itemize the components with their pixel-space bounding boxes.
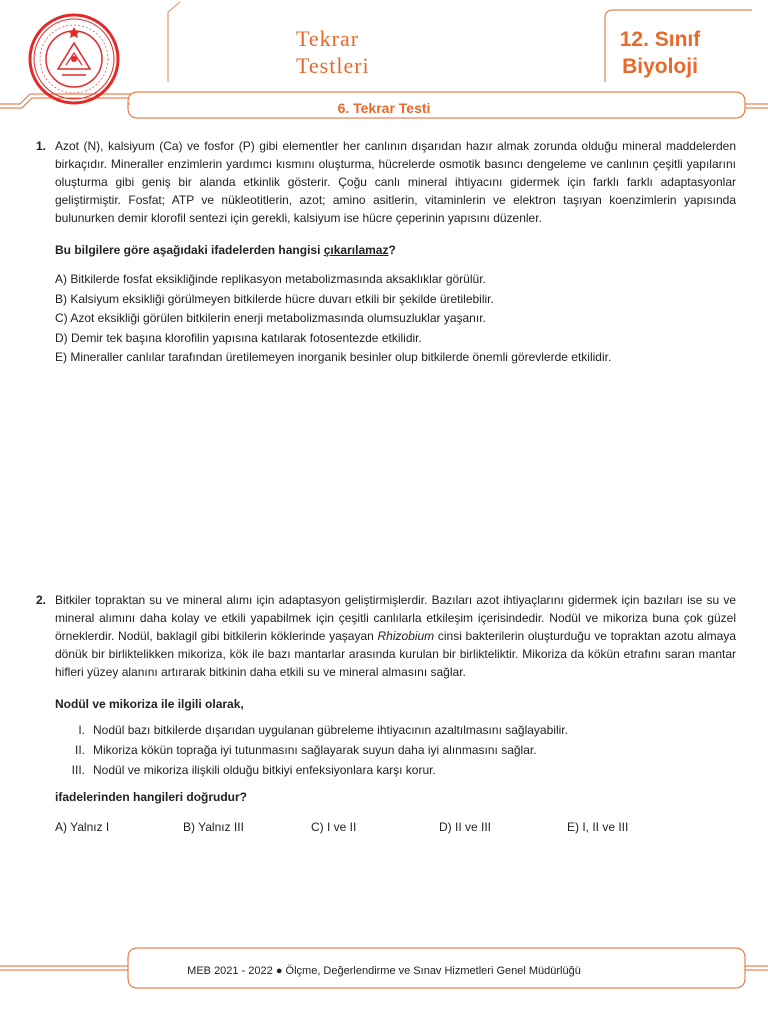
statement-list: [55, 720, 736, 780]
option-e[interactable]: E) I, II ve III: [567, 820, 629, 834]
brand-line-2: Testleri: [296, 53, 370, 78]
test-title: 6. Tekrar Testi: [337, 100, 431, 116]
answer-options: [55, 818, 736, 836]
grade-label: 12. Sınıf: [619, 28, 701, 51]
question-stem: Bu bilgilere göre aşağıdaki ifadelerden hangisi çıkarılamaz?: [55, 243, 396, 257]
statement-3: III. Nodül ve mikoriza ilişkili olduğu bitkiyi enfeksiyonlara karşı korur.: [71, 763, 436, 777]
option-e[interactable]: E) Mineraller canlılar tarafından üretilemeyen inorganik besinler olup bitkilerde önemli görevlerde etkilidir.: [55, 350, 612, 364]
underlined-keyword: çıkarılamaz: [323, 243, 389, 257]
series-brand: [296, 26, 370, 80]
question-paragraph: Azot (N), kalsiyum (Ca) ve fosfor (P) gibi elementler her canlının dışarıdan hazır almak zorunda olduğu mineral maddelerden birkaçıdır. Mineraller enzimlerin yardımcı kısmını oluşturma, hücrelerde osmotik basıncı dengeleme ve canlının çeşitli yapılarını oluşturma gibi geniş bir alanda etkinlik gösterir. Çoğu canlı mineral ihtiyacını gidermek için farklı farklı adaptasyonlar geliştirmiştir. Fosfat; ATP ve nükleotitlerin, azot; amino asitlerin, vitaminlerin ve elektron taşıyan koenzimlerin yapısında bulunurken demir klorofil sentezi için gerekli, kalsiyum ise hücre çeperinin yapısını düzenler.: [55, 139, 736, 225]
option-d[interactable]: D) II ve III: [439, 820, 492, 834]
answer-options: [55, 270, 736, 368]
option-d[interactable]: D) Demir tek başına klorofilin yapısına katılarak fotosentezde etkilidir.: [55, 330, 422, 345]
brand-line-1: Tekrar: [296, 26, 360, 51]
option-c[interactable]: C) Azot eksikliği görülen bitkilerin enerji metabolizmasında olumsuzluklar yaşanır.: [55, 311, 486, 325]
question-number: 2.: [36, 593, 47, 607]
option-a[interactable]: A) Yalnız I: [55, 820, 110, 834]
italic-genus: Rhizobium: [377, 629, 435, 643]
subject-label: Biyoloji: [622, 55, 698, 78]
question-2: [36, 591, 736, 836]
option-a[interactable]: A) Bitkilerde fosfat eksikliğinde replikasyon metabolizmasında aksaklıklar görülür.: [55, 272, 486, 286]
question-paragraph: Bitkiler topraktan su ve mineral alımı için adaptasyon geliştirmişlerdir. Bazıları azot ihtiyaçlarını gidermek için bazıları ise su ve mineral alımını daha kolay ve etkili yapabilmek için çeşitli canlılarla etkileşim içerisindedir. Nodül ve mikoriza buna çok güzel örneklerdir. Nodül, baklagil gibi bitkilerin köklerinde yaşayan Rhizobium cinsi bakterilerin oluşturduğu ve topraktan azotu almaya dönük bir birliktelikken mikoriza, kök ile bazı mantarlar arasında kurulan bir birlikteliktir. Mikoriza da kökün etrafını saran mantar hifleri yüzey alanını artırarak bitkinin daha etkili su ve mineral almasını sağlar.: [55, 593, 736, 679]
question-1: [36, 137, 736, 368]
question-number: 1.: [36, 139, 47, 153]
question-stem-intro: Nodül ve mikoriza ile ilgili olarak,: [55, 697, 244, 711]
question-stem: ifadelerinden hangileri doğrudur?: [55, 790, 248, 804]
option-b[interactable]: B) Yalnız III: [183, 820, 244, 834]
page-footer: MEB 2021 - 2022 ● Ölçme, Değerlendirme ve Sınav Hizmetleri Genel Müdürlüğü: [187, 965, 581, 977]
statement-1: I. Nodül bazı bitkilerde dışarıdan uygulanan gübreleme ihtiyacının azaltılmasını sağlayabilir.: [78, 723, 568, 737]
option-b[interactable]: B) Kalsiyum eksikliği görülmeyen bitkilerde hücre duvarı etkili bir şekilde üretilebilir.: [55, 291, 494, 306]
statement-2: II. Mikoriza kökün toprağa iyi tutunmasını sağlayarak suyun daha iyi alınmasını sağlar.: [74, 743, 537, 757]
option-c[interactable]: C) I ve II: [311, 820, 357, 834]
meb-seal-logo: [28, 13, 120, 105]
grade-subject-box: [590, 26, 730, 80]
